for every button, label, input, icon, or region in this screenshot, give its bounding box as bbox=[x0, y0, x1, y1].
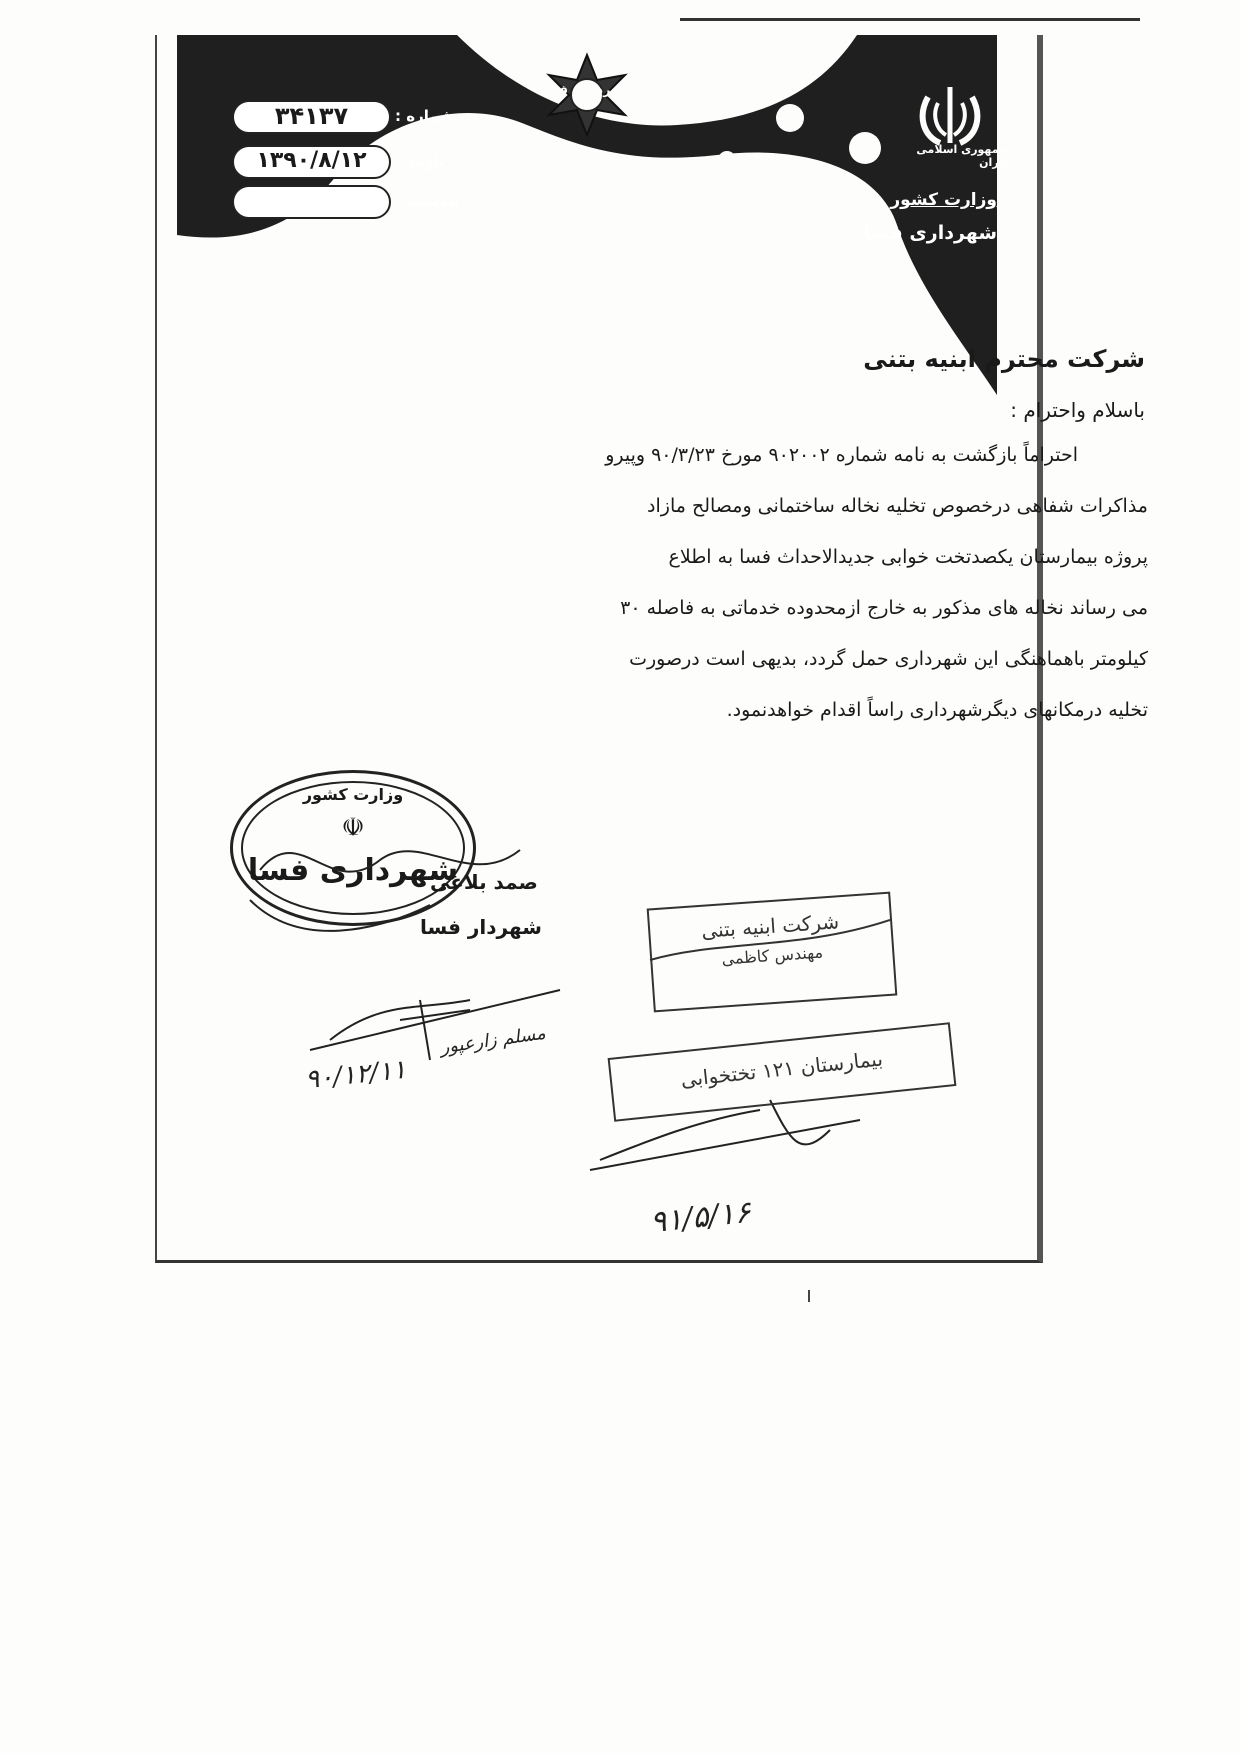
body-line: احتراماً بازگشت به نامه شماره ۹۰۲۰۰۲ مورخ ۹۰/۳/۲۳ وپیرو bbox=[605, 444, 1078, 466]
decor-circle bbox=[776, 104, 804, 132]
greeting-line: باسلام واحترام : bbox=[1010, 398, 1145, 422]
letter-body bbox=[478, 430, 1148, 736]
top-edge-line bbox=[680, 18, 1140, 21]
stamp-top-text: وزارت کشور bbox=[302, 785, 404, 804]
letter-number-label: شماره : bbox=[395, 107, 455, 125]
letter-date-field: ۱۳۹۰/۸/۱۲ bbox=[232, 145, 391, 179]
emblem-caption: جمهوری اسلامی ایران bbox=[916, 143, 1007, 169]
handwritten-date-right: ۹۱/۵/۱۶ bbox=[648, 1194, 753, 1241]
stamp-center-text: شهرداری فسا bbox=[247, 853, 459, 888]
body-line: کیلومتر باهماهنگی این شهرداری حمل گردد، بدیهی است درصورت bbox=[629, 648, 1148, 670]
decor-circle bbox=[718, 151, 736, 169]
crest-text: شهرداری فسا bbox=[541, 83, 633, 98]
company-stamp-line1: شرکت ابنیه بتنی bbox=[700, 909, 840, 943]
municipality-line: شهرداری فسا bbox=[863, 222, 997, 244]
bottom-tick bbox=[808, 1290, 810, 1302]
body-line: تخلیه درمکانهای دیگرشهرداری راساً اقدام خواهدنمود. bbox=[726, 699, 1148, 721]
attachment-label: پیوست : bbox=[397, 192, 461, 210]
letter-date-label: تاریخ : bbox=[397, 152, 445, 170]
signer-name: صمد بلاغی bbox=[430, 870, 538, 894]
signer-title: شهردار فسا bbox=[420, 915, 542, 939]
decor-circle bbox=[849, 132, 881, 164]
official-round-stamp bbox=[230, 770, 476, 926]
company-stamp-line2: مهندس کاظمی bbox=[720, 942, 824, 969]
hospital-stamp-text: بیمارستان ۱۲۱ تختخوابی bbox=[679, 1046, 884, 1092]
body-line: مذاکرات شفاهی درخصوص تخلیه نخاله ساختمانی ومصالح مازاد bbox=[647, 495, 1148, 517]
recipient-line: شرکت محترم ابنیه بتنی bbox=[863, 345, 1145, 373]
body-line: پروژه بیمارستان یکصدتخت خوابی جدیدالاحداث فسا به اطلاع bbox=[668, 546, 1148, 568]
attachment-field bbox=[232, 185, 391, 219]
body-line: می رساند نخاله های مذکور به خارج ازمحدوده خدماتی به فاصله ۳۰ bbox=[620, 597, 1148, 619]
company-stamp bbox=[647, 892, 898, 1013]
handwritten-date-left: ۹۰/۱۲/۱۱ bbox=[303, 1054, 408, 1096]
handwritten-note: مسلم زارعپور bbox=[439, 1022, 547, 1059]
letter-number-field: ۳۴۱۳۷ bbox=[232, 100, 391, 134]
stamp-emblem-icon: ☫ bbox=[341, 813, 365, 843]
ministry-line: وزارت کشور bbox=[890, 190, 997, 210]
